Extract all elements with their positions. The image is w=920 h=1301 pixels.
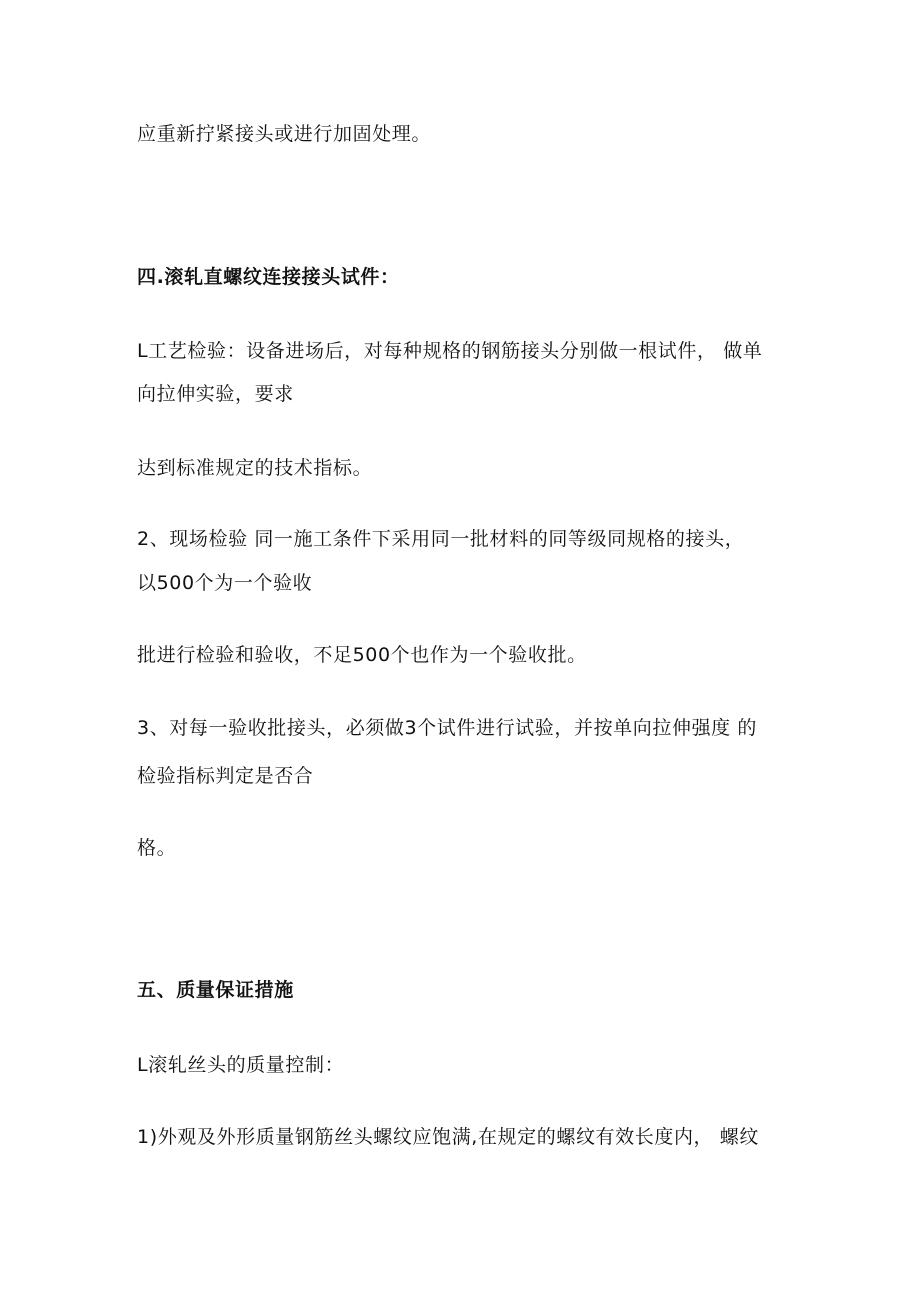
paragraph-line: 向拉伸实验，要求 bbox=[137, 383, 294, 405]
paragraph-line: 格。 bbox=[137, 837, 177, 859]
section-heading: 四.滚轧直螺纹连接接头试件： bbox=[137, 266, 400, 288]
paragraph-line: 以500个为一个验收 bbox=[137, 572, 313, 594]
paragraph-line: 1)外观及外形质量钢筋丝头螺纹应饱满,在规定的螺纹有效长度内， 螺纹 bbox=[137, 1126, 759, 1148]
paragraph-line: L工艺检验：设备进场后，对每种规格的钢筋接头分别做一根试件， 做单 bbox=[137, 340, 763, 362]
paragraph-line: L滚轧丝头的质量控制： bbox=[137, 1054, 345, 1076]
paragraph-line: 应重新拧紧接头或进行加固处理。 bbox=[137, 123, 432, 145]
paragraph-line: 2、现场检验 同一施工条件下采用同一批材料的同等级同规格的接头， bbox=[137, 528, 745, 550]
paragraph-line: 检验指标判定是否合 bbox=[137, 765, 314, 787]
section-heading: 五、质量保证措施 bbox=[137, 979, 294, 1001]
paragraph-line: 达到标准规定的技术指标。 bbox=[137, 457, 373, 479]
paragraph-line: 3、对每一验收批接头，必须做3个试件进行试验，并按单向拉伸强度 的 bbox=[137, 717, 758, 739]
paragraph-line: 批进行检验和验收，不足500个也作为一个验收批。 bbox=[137, 644, 587, 666]
